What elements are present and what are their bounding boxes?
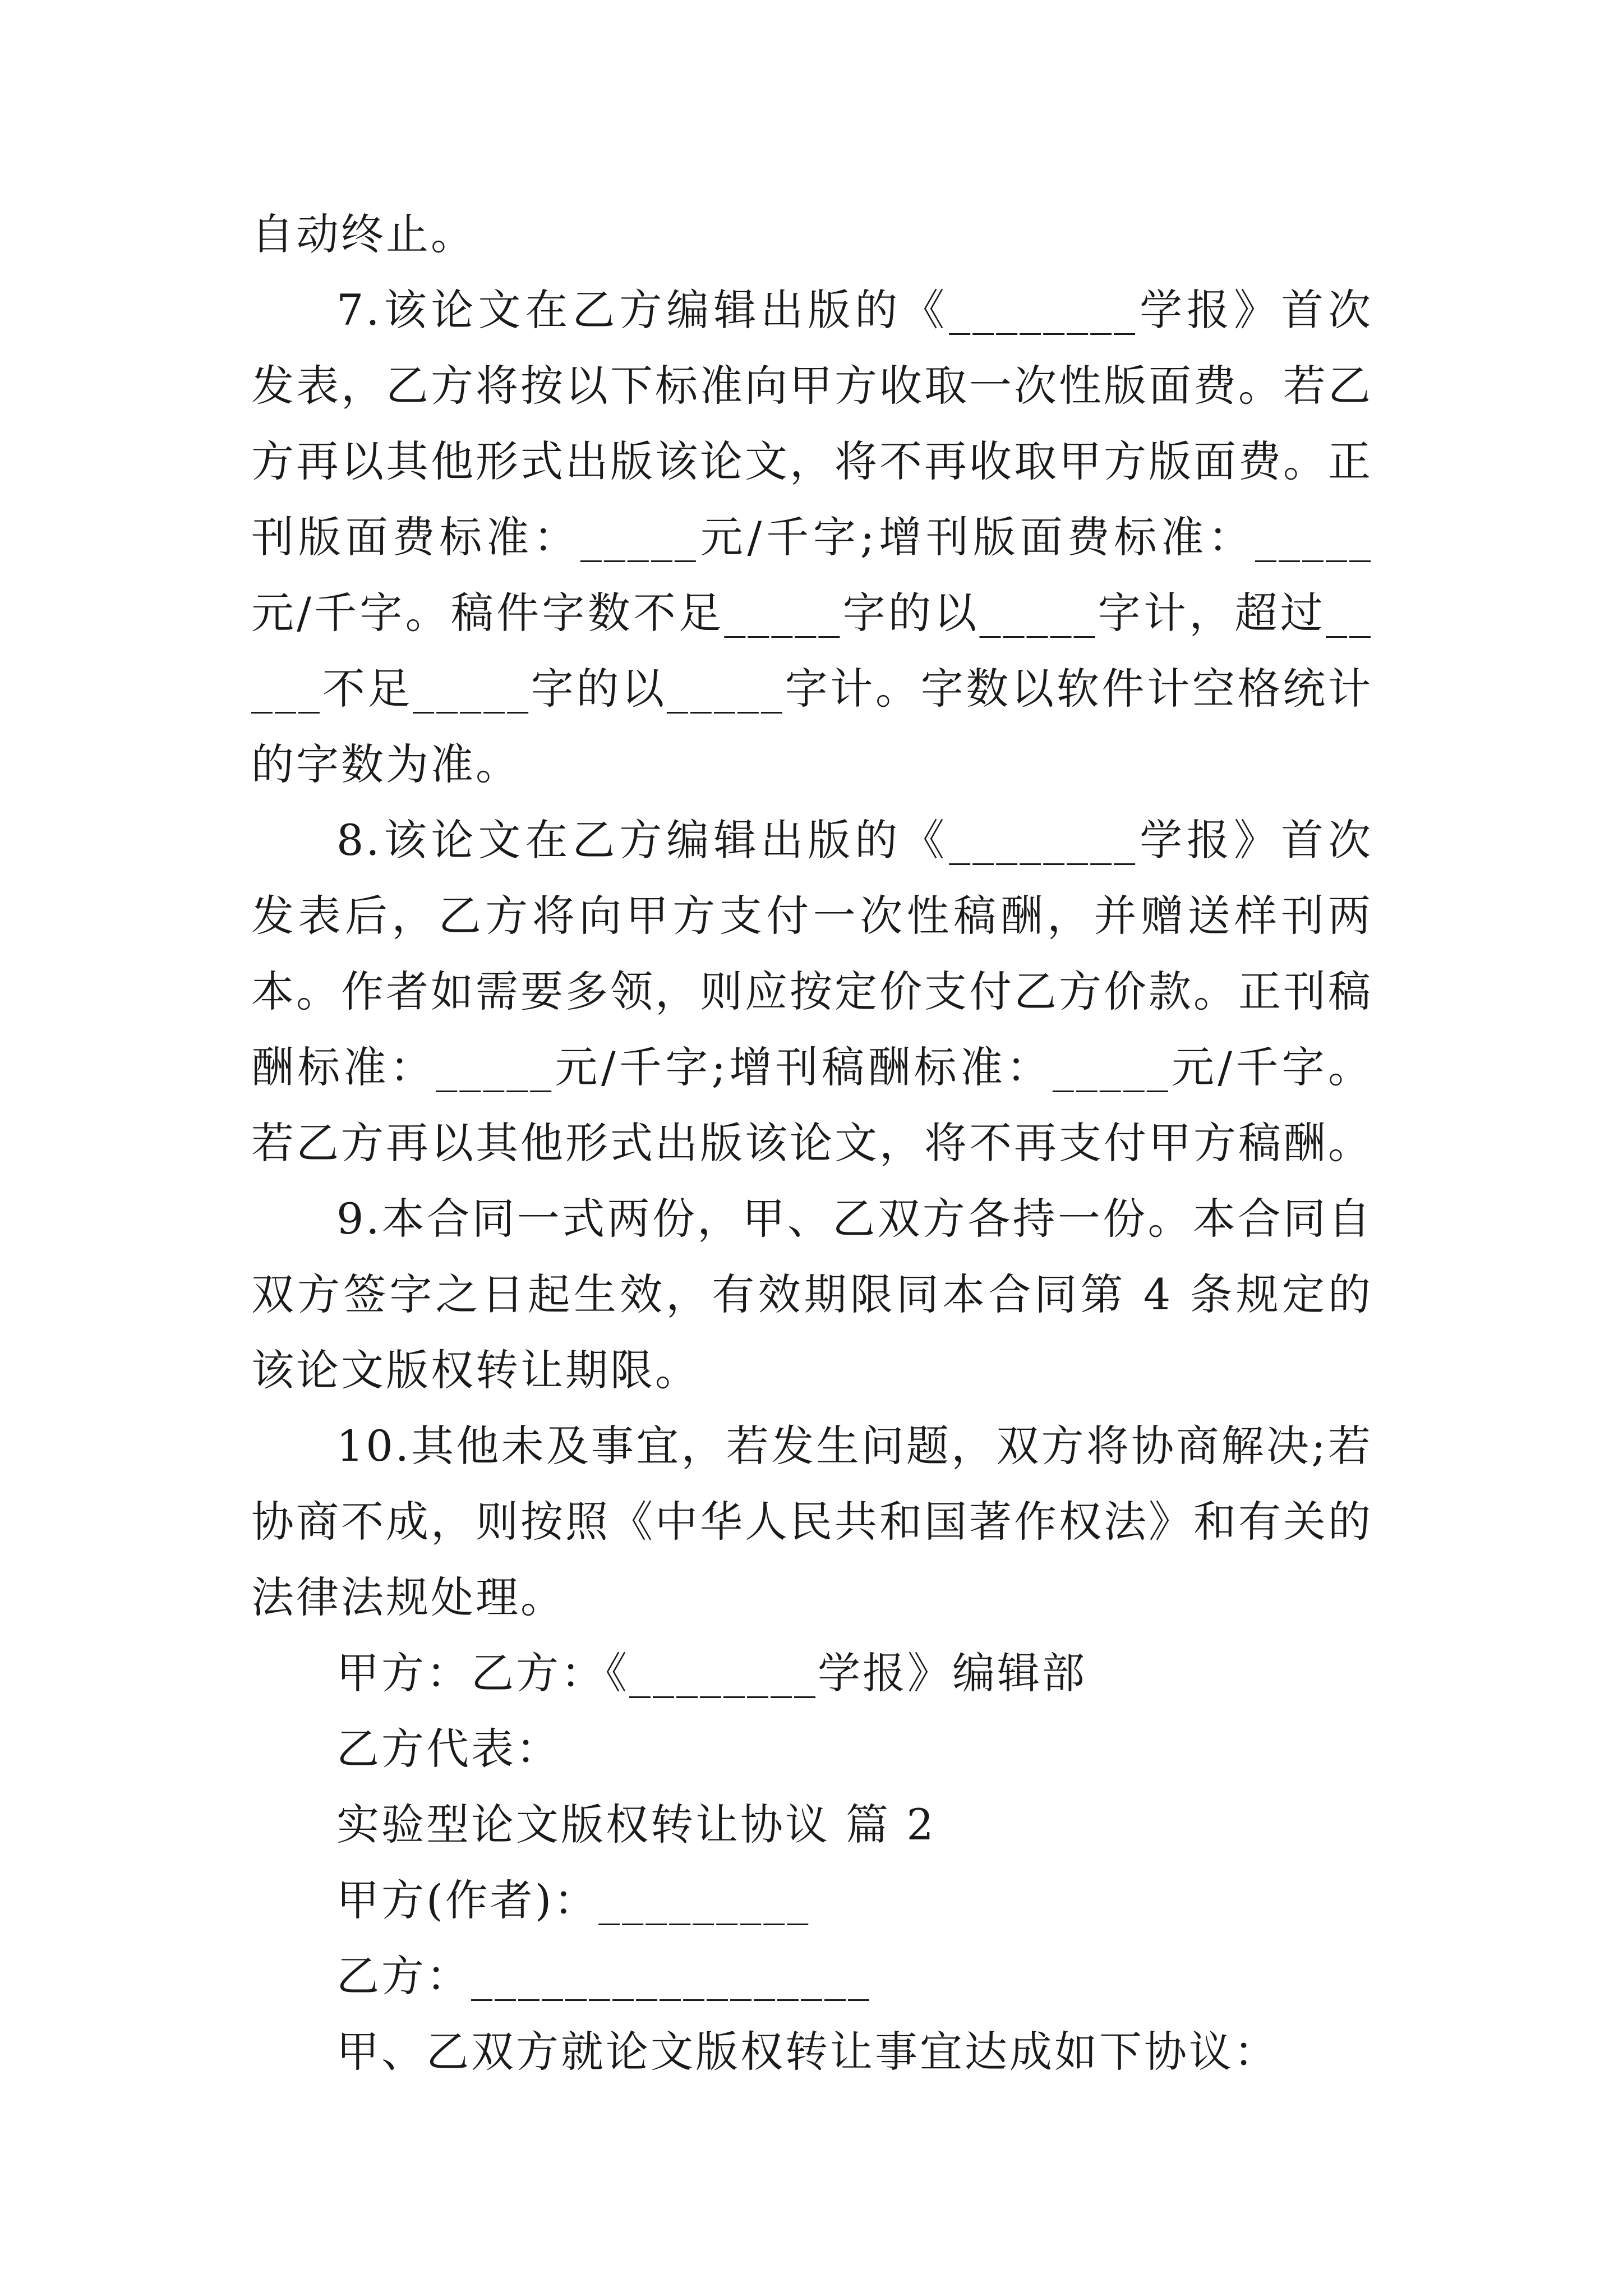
clause-9: 9.本合同一式两份，甲、乙双方各持一份。本合同自双方签字之日起生效，有效期限同本合同第 4 条规定的该论文版权转让期限。 bbox=[251, 1194, 1373, 1395]
document-body bbox=[251, 196, 1373, 2090]
agreement-intro: 甲、乙双方就论文版权转让事宜达成如下协议： bbox=[336, 2027, 1279, 2077]
party-a-line: 甲方(作者)：_________ bbox=[336, 1875, 811, 1925]
clause-10: 10.其他未及事宜，若发生问题，双方将协商解决;若协商不成，则按照《中华人民共和国著作权法》和有关的法律法规处理。 bbox=[251, 1421, 1373, 1622]
representative-line: 乙方代表： bbox=[336, 1724, 561, 1774]
clause-7: 7.该论文在乙方编辑出版的《________学报》首次发表，乙方将按以下标准向甲方收取一次性版面费。若乙方再以其他形式出版该论文，将不再收取甲方版面费。正刊版面费标准：_____元/千字;增刊版面费标准：_____元/千字。稿件字数不足_____字的以_____字计，超过_____不足_____字的以_____字计。字数以软件计空格统计的字数为准。 bbox=[251, 285, 1373, 789]
clause-8: 8.该论文在乙方编辑出版的《________学报》首次发表后，乙方将向甲方支付一次性稿酬，并赠送样刊两本。作者如需要多领，则应按定价支付乙方价款。正刊稿酬标准：_____元/千字;增刊稿酬标准：_____元/千字。若乙方再以其他形式出版该论文，将不再支付甲方稿酬。 bbox=[251, 815, 1373, 1168]
paragraph-continuation: 自动终止。 bbox=[251, 209, 476, 259]
section-title: 实验型论文版权转让协议 篇 2 bbox=[336, 1800, 936, 1849]
party-b-line: 乙方：_________________ bbox=[336, 1951, 872, 2001]
signature-parties-line: 甲方：乙方：《________学报》编辑部 bbox=[336, 1648, 1087, 1698]
